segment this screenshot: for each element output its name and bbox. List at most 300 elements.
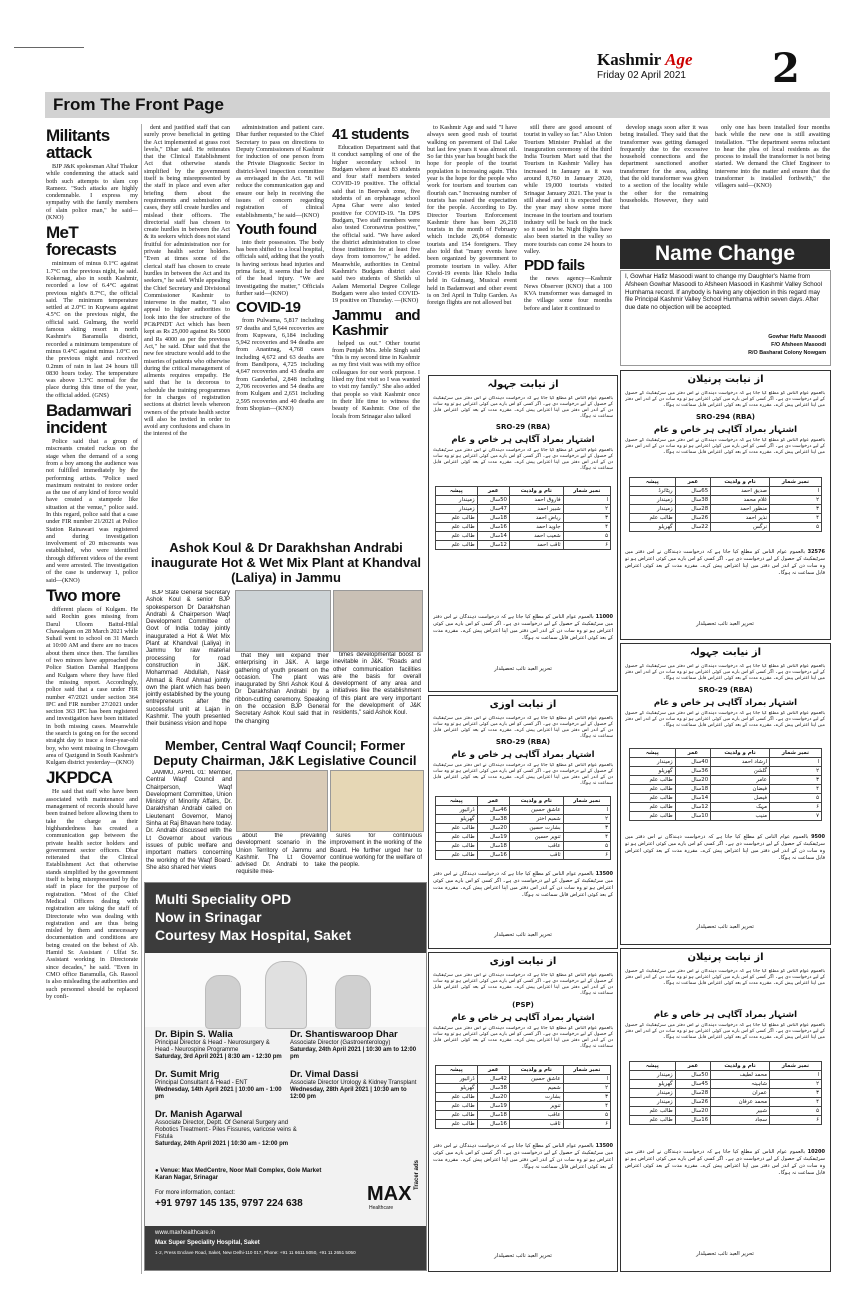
table-cell: 20سال [477, 1093, 509, 1102]
urdu-notice-4-footer: تحریر العبد نائب تحصیلدار [696, 924, 754, 930]
table-row [436, 514, 611, 523]
table-header-cell: نام و ولدیت [711, 749, 770, 758]
table-cell: شبیر [711, 1107, 770, 1116]
table-cell: ۲ [769, 1080, 821, 1089]
table-cell: 36سال [675, 767, 711, 776]
table-cell: سجاد [711, 1116, 770, 1125]
story-militants: BJP J&K spokesman Altaf Thakur while condemning the attack said both such attempts to slam cop Rameez. "Such attacks are highly condemnable. I express my sympathy with the family members of slain police man," he said—(KNO) [46, 163, 138, 222]
table-row [630, 1116, 822, 1125]
table-cell: طالب علم [436, 541, 478, 550]
story-pdd-cont: develop snags soon after it was being installed. They said that the transformer was getting damaged frequently due to the excessive household connections and the department sanctioned another transformer for the area, adding that the old transformer was given to a section of the locality while the other for the remaining households. However, they said that [620, 124, 708, 212]
waqf-photo-2 [330, 770, 424, 832]
section-band [45, 92, 830, 118]
doctor-5-name: Dr. Manish Agarwal [155, 1109, 243, 1120]
headline-students: 41 students [332, 126, 409, 143]
waqf-col-3 [330, 833, 422, 879]
column-3 [236, 124, 324, 534]
table-row [436, 1093, 611, 1102]
table-cell: 40سال [675, 758, 711, 767]
table-row [436, 1102, 611, 1111]
story-jkpdca: He said that staff who have been associated with maintenance and management of records should have been trained before allowing them to take the charge as their highhandedness has created a communication gap between the private health sector holders and government sector officers. Dhar reiterated that the Clinical Establishment Act that otherwise stands simplified by the government itself is being misrepresented by the staff in place for the purpose of registration. "Most of the Chief Medical Officers dealing with registration are taking the staff of Directorate who was dealing with registration and are thus being misled by them and unnecessary documentation and conditions are being created on the behest of Ab. Hamid Sr. Assistant / Ulfat Sr. Assistant working in Directorate since decades," he said. "Even in CMO office Baramulla, Gh. Rasool is also misleading the authorities and such personnel should be replaced by confi- [46, 788, 138, 1000]
table-cell: طالب علم [630, 785, 676, 794]
table-row [436, 1075, 611, 1084]
table-row [436, 532, 611, 541]
urdu-notice-5-footer: تحریر العبد نائب تحصیلدار [494, 1253, 552, 1259]
table-cell: زمیندار [436, 505, 478, 514]
story-youth: into their possession. The body has been shifted to a local hospital, officials said, adding that the youth is having serious head injuries and prima facie, it seems that he died of the head injury. "We are investigating the matter," Officials further said—(KNO) [236, 238, 324, 297]
table-header-cell: پیشہ [436, 487, 478, 496]
table-row [436, 842, 611, 851]
table-cell: 18سال [477, 1111, 509, 1120]
table-row [630, 1107, 822, 1116]
table-cell: 26سال [675, 514, 711, 523]
table-cell: گھریلو [630, 767, 676, 776]
section-title: From The Front Page [53, 95, 224, 114]
table-cell: طالب علم [436, 514, 478, 523]
ashok-col-2 [235, 653, 329, 731]
patient-figure-icon-2 [335, 975, 371, 1029]
doctor-5 [155, 1111, 305, 1148]
table-cell: ۴ [769, 514, 821, 523]
table-cell: زمیندار [630, 758, 676, 767]
table-cell: منیب [711, 812, 770, 821]
story-pdd-end: only one has been installed four months back while the new one is still awaiting installation. "The department seems reluctant to hear the plea of local residents as the process to install the transformer is not being started. We demand the Chief Engineer to intervene into the matter and ensure that the transformer is installed forthwith," the villagers said—(KNO) [715, 124, 830, 190]
table-cell: ۶ [563, 1120, 610, 1129]
table-header-row [436, 487, 611, 496]
urdu-notice-5-head: از نیابت اوزی [489, 956, 557, 967]
max-hospital-ad [144, 882, 427, 1271]
table-header-cell: نمبر شمار [769, 749, 821, 758]
table-cell: ۷ [769, 812, 821, 821]
doctor-1-role: Principal Director & Head - Neurosurgery & Head - Neurospine Programme [155, 1040, 270, 1053]
table-row [630, 514, 822, 523]
table-cell: عاشق حسین [509, 806, 563, 815]
table-row [630, 496, 822, 505]
urdu-notice-3-body: بالعموم عوام الناس کو مطلع کیا جاتا ہے کہ درخواست دہندگان نے اس دفتر میں سرٹیفکیٹ کے حصول کے لیے درخواست دی ہے۔ اگر کسی کو اس بارے میں کوئی اعتراض ہو تو وہ سات دن کے اندر اس دفتر میں اپنا اعتراض پیش کرے۔ مقررہ مدت کے بعد کوئی اعتراض قابل سماعت نہ ہوگا۔ [433, 716, 613, 738]
urdu-notice-1-body-2: بالعموم عوام الناس کو مطلع کیا جاتا ہے کہ درخواست دہندگان نے اس دفتر میں سرٹیفکیٹ کے حصول کے لیے درخواست دی ہے۔ اگر کسی کو اس بارے میں کوئی اعتراض ہو تو وہ سات دن کے اندر اس دفتر میں اپنا اعتراض پیش کرے۔ مقررہ مدت کے بعد کوئی اعتراض قابل سماعت نہ ہوگا۔ [433, 448, 613, 471]
table-cell: محمد لطیف [711, 1071, 770, 1080]
table-cell: ۵ [563, 842, 610, 851]
urdu-notice-6-body: بالعموم عوام الناس کو مطلع کیا جاتا ہے کہ درخواست دہندگان نے اس دفتر میں سرٹیفکیٹ کے حصول کے لیے درخواست دی ہے۔ اگر کسی کو اس بارے میں کوئی اعتراض ہو تو وہ سات دن کے اندر اس دفتر میں اپنا اعتراض پیش کرے۔ مقررہ مدت کے بعد کوئی اعتراض قابل سماعت نہ ہوگا۔ [625, 969, 825, 986]
table-row [630, 776, 822, 785]
table-cell: گھریلو [436, 1084, 478, 1093]
table-cell: شاہینہ [711, 1080, 770, 1089]
table-row [630, 812, 822, 821]
headline-militants: Militants attack [46, 126, 110, 162]
table-header-cell: پیشہ [436, 797, 478, 806]
table-header-cell: نمبر شمار [769, 478, 821, 487]
urdu-notice-5-psp: (PSP) [512, 1001, 534, 1009]
table-header-row [436, 797, 611, 806]
waqf-headline: Member, Central Waqf Council; Former Deputy Chairman, J&K Legislative Council [153, 738, 417, 768]
table-cell: طالب علم [436, 833, 478, 842]
table-row [630, 1080, 822, 1089]
table-row [630, 803, 822, 812]
urdu-notice-6-footer: تحریر العبد نائب تحصیلدار [696, 1251, 754, 1257]
table-row [436, 541, 611, 550]
table-cell: ثاقب احمد [509, 541, 563, 550]
table-cell: طالب علم [436, 851, 478, 860]
table-cell: شبیر احمد [509, 505, 563, 514]
table-cell: ۶ [769, 1116, 821, 1125]
ad-line-1: Multi Speciality OPD [155, 891, 292, 907]
table-header-cell: عمر [675, 478, 711, 487]
table-cell: ۲ [563, 815, 610, 824]
issue-date: Friday 02 April 2021 [597, 70, 686, 81]
table-cell: 10سال [675, 812, 711, 821]
table-cell: 50سال [477, 496, 509, 505]
table-cell: طالب علم [436, 842, 478, 851]
urdu-notice-6 [620, 948, 831, 1272]
table-cell: زمیندار [436, 496, 478, 505]
urdu-notice-5-amount [433, 1143, 613, 1193]
story-students: Education Department said that it conduct sampling of one of the higher secondary school in Budgam where at least 83 students and four staff members tested COVID-19 positive. The official said that in Beerwah zone, five students of an orphanage school Apna Ghar were also tested positive for COVID-19. "In DPS Budgam, Two staff members were also tested Coronavirus positive," the official said. "We have asked the district administration to close those institutions for at least five days from tomorrow," he added. Meanwhile, authorities in Central Kashmir's Budgam district also said two students of Sheikh ul Aalam Memorial Degree College Budgam were also tested COVID-19 positive on Thursday. —(KNO) [332, 144, 420, 305]
ad-footer [145, 1226, 426, 1270]
table-row [436, 1111, 611, 1120]
table-row [630, 487, 822, 496]
table-cell: گھریلو [436, 815, 478, 824]
ad-side-label: Tracer ads [414, 1159, 420, 1190]
rba-code: (RBA) [730, 686, 753, 694]
table-cell: ۳ [769, 1089, 821, 1098]
table-cell: 14سال [675, 794, 711, 803]
urdu-notice-2 [620, 370, 831, 640]
urdu-notice-5 [428, 952, 618, 1272]
headline-jkpdca: JKPDCA [46, 768, 113, 788]
urdu-notice-4-body: بالعموم عوام الناس کو مطلع کیا جاتا ہے کہ درخواست دہندگان نے اس دفتر میں سرٹیفکیٹ کے حصول کے لیے درخواست دی ہے۔ اگر کسی کو اس بارے میں کوئی اعتراض ہو تو وہ سات دن کے اندر اس دفتر میں اپنا اعتراض پیش کرے۔ مقررہ مدت کے بعد کوئی اعتراض قابل سماعت نہ ہوگا۔ [625, 664, 825, 681]
table-cell: ۲ [769, 496, 821, 505]
table-header-cell: عمر [477, 487, 509, 496]
doctor-4 [290, 1071, 420, 1101]
urdu-notice-2-body-3: بالعموم عوام الناس کو مطلع کیا جاتا ہے کہ درخواست دہندگان نے اس دفتر میں سرٹیفکیٹ کے حصول کے لیے درخواست دی ہے۔ اگر کسی کو اس بارے میں کوئی اعتراض ہو تو وہ سات دن کے اندر اس دفتر میں اپنا اعتراض پیش کرے۔ مقررہ مدت کے بعد کوئی اعتراض قابل سماعت نہ ہوگا۔ [625, 549, 825, 576]
urdu-amount-2: 32576 [807, 549, 825, 555]
table-header-cell: نمبر شمار [563, 487, 610, 496]
ad-venue [155, 1168, 325, 1182]
table-cell: 28سال [675, 505, 711, 514]
table-header-cell: نمبر شمار [563, 797, 610, 806]
doctor-figure-icon [265, 961, 307, 1029]
column-4 [332, 124, 420, 534]
table-cell: منظور احمد [711, 505, 770, 514]
table-cell: طالب علم [436, 1093, 478, 1102]
table-cell: طالب علم [436, 1120, 478, 1129]
table-cell: جاوید احمد [509, 523, 563, 532]
table-header-cell: عمر [477, 797, 509, 806]
table-row [436, 1084, 611, 1093]
doctor-2-date: Saturday, 24th April 2021 | 10:30 am to 12:00 pm [290, 1047, 417, 1060]
table-row [630, 1089, 822, 1098]
rba-code: (RBA) [732, 413, 755, 421]
table-cell: ۵ [769, 794, 821, 803]
headline-youth: Youth found [236, 220, 317, 238]
urdu-table-2 [629, 477, 822, 532]
table-row [630, 767, 822, 776]
table-cell: ۴ [563, 523, 610, 532]
table-cell: طالب علم [630, 812, 676, 821]
sro-code: SRO-29 [495, 738, 526, 746]
urdu-notice-2-body-2: بالعموم عوام الناس کو مطلع کیا جاتا ہے کہ درخواست دہندگان نے اس دفتر میں سرٹیفکیٹ کے حصول کے لیے درخواست دی ہے۔ اگر کسی کو اس بارے میں کوئی اعتراض ہو تو وہ سات دن کے اندر اس دفتر میں اپنا اعتراض پیش کرے۔ مقررہ مدت کے بعد کوئی اعتراض قابل سماعت نہ ہوگا۔ [625, 438, 825, 455]
table-cell: ا [769, 1071, 821, 1080]
urdu-notice-1-body: بالعموم عوام الناس کو مطلع کیا جاتا ہے کہ درخواست دہندگان نے اس دفتر میں سرٹیفکیٹ کے حصول کے لیے درخواست دی ہے۔ اگر کسی کو اس بارے میں کوئی اعتراض ہو تو وہ سات دن کے اندر اس دفتر میں اپنا اعتراض پیش کرے۔ مقررہ مدت کے بعد کوئی اعتراض قابل سماعت نہ ہوگا۔ [433, 396, 613, 419]
urdu-notice-3-body-3: بالعموم عوام الناس کو مطلع کیا جاتا ہے کہ درخواست دہندگان نے اس دفتر میں سرٹیفکیٹ کے حصول کے لیے درخواست دی ہے۔ اگر کسی کو اس بارے میں کوئی اعتراض ہو تو وہ سات دن کے اندر اس دفتر میں اپنا اعتراض پیش کرے۔ مقررہ مدت کے بعد کوئی اعتراض قابل سماعت نہ ہوگا۔ [433, 871, 613, 898]
patient-figure-icon [205, 975, 241, 1029]
name-change-sig-3: R/O Basharat Colony Nowgam [748, 350, 826, 356]
masthead-logo [597, 50, 693, 70]
table-row [630, 785, 822, 794]
table-cell: ۴ [769, 785, 821, 794]
ad-venue-text: Venue: Max MedCentre, Noor Mall Complex, Gole Market Karan Nagar, Srinagar [155, 1168, 322, 1181]
story-jammu: helped us out." Other tourist from Punjab Mrs. Jeble Singh said "this is my second time in Kashmir as my first visit was with my office colleagues for our work purpose. I liked my first visit so I was wanted to visit my family." She also added that people so visit Kashmir once in their life time to witness the beauty of Kashmir. One of the locals from Srinagar also talked [332, 339, 420, 420]
urdu-notice-5-body-2: بالعموم عوام الناس کو مطلع کیا جاتا ہے کہ درخواست دہندگان نے اس دفتر میں سرٹیفکیٹ کے حصول کے لیے درخواست دی ہے۔ اگر کسی کو اس بارے میں کوئی اعتراض ہو تو وہ سات دن کے اندر اس دفتر میں اپنا اعتراض پیش کرے۔ مقررہ مدت کے بعد کوئی اعتراض قابل سماعت نہ ہوگا۔ [433, 1026, 613, 1049]
rba-code: (RBA) [527, 423, 551, 431]
table-cell: زمیندار [630, 1098, 676, 1107]
column-7 [620, 124, 708, 236]
table-cell: ۵ [563, 532, 610, 541]
urdu-amount-6: 10200 [807, 1149, 825, 1155]
table-header-cell: عمر [477, 1066, 509, 1075]
headline-jammu: Jammu and Kashmir [332, 306, 420, 339]
story-badamwari: Police said that a group of miscreants created ruckus on the stage when the demand of a song from a boy among the audience was not fulfilled immediately by the performing artists. "Police used maximum restraint to restore order as the use of any kind of force would have created a stampede like situation at the venue," police said. In this regard, police said that a case under FIR number 21/2021 at Police Station Rainawari was registered and during investigation involvement of 20 miscreants was established, who were identified through different videos of the event and were arrested. The investigation of the case is underway 1, police said—(KNO) [46, 438, 138, 584]
urdu-notice-6-head: از نیابت پرنیلان [687, 952, 764, 963]
table-header-cell: نام و ولدیت [711, 1062, 770, 1071]
table-cell: زمیندار [630, 1089, 676, 1098]
doctor-4-date: Wednesday, 28th April 2021 | 10:30 am to 12:00 pm [290, 1087, 407, 1100]
table-row [436, 496, 611, 505]
ashok-text-3: times developmental boost is inevitable in J&K. "Roads and other communication facilities are the basis for overall development of any area and initiatives like the establishment of this plant are very important for the development of J&K residents," said Ashok Koul. [333, 652, 421, 717]
table-cell: مہک [711, 803, 770, 812]
urdu-notice-3-body-2: بالعموم عوام الناس کو مطلع کیا جاتا ہے کہ درخواست دہندگان نے اس دفتر میں سرٹیفکیٹ کے حصول کے لیے درخواست دی ہے۔ اگر کسی کو اس بارے میں کوئی اعتراض ہو تو وہ سات دن کے اندر اس دفتر میں اپنا اعتراض پیش کرے۔ مقررہ مدت کے بعد کوئی اعتراض قابل سماعت نہ ہوگا۔ [433, 763, 613, 786]
table-cell: ۵ [563, 1111, 610, 1120]
table-cell: فیصل [711, 794, 770, 803]
urdu-notice-1-sro [439, 423, 607, 431]
ashok-text-1: BJP State General Secretary Ashok Koul & senior BJP spokesperson Dr Darakhshan Andrabi & Chairperson Waqf Development Committee of Govt of India today jointly inaugurated a Hot & Wet Mix Plant at Khandval (Laliya) in Jammu for raw material processing for road construction in J&K. Mohammad Abdullah, Nasir Ahmad & Rouf Ahmad jointly own the plant which has been jointly established by the young entrepreneurs after the successful unit at Lajan in Kashmir. The youth presented their business vision and hope [146, 590, 230, 728]
ashok-text-2: that they will expand their enterprising in J&K. A large gathering of youth present on the occasion. The plant was inaugurated by Shri Ashok Koul & Dr Darakhshan Andrabi by a ribbon-cutting ceremony. Speaking on the occasion BJP General Secretary Ashok Koul said that in the changing [235, 653, 329, 725]
urdu-notice-6-body-2: بالعموم عوام الناس کو مطلع کیا جاتا ہے کہ درخواست دہندگان نے اس دفتر میں سرٹیفکیٹ کے حصول کے لیے درخواست دی ہے۔ اگر کسی کو اس بارے میں کوئی اعتراض ہو تو وہ سات دن کے اندر اس دفتر میں اپنا اعتراض پیش کرے۔ مقررہ مدت کے بعد کوئی اعتراض قابل سماعت نہ ہوگا۔ [625, 1023, 825, 1040]
table-cell: 26سال [675, 1098, 711, 1107]
name-change-sig-2: F/O Afsheen Masoodi [771, 342, 826, 348]
table-row [436, 806, 611, 815]
urdu-notice-2-bar: اشتہار بمراد آگاہی ہر خاص و عام [653, 425, 798, 435]
masthead-age: Age [665, 50, 693, 69]
table-cell: 12سال [675, 803, 711, 812]
table-cell: تنویر [509, 1102, 563, 1111]
story-covid: from Pulwama, 5,817 including 97 deaths and 5,644 recoveries are from Kupwara, 6,184 including 5,942 recoveries and 94 deaths are from Anantnag, 4,768 cases including 4,672 and 63 deaths are from Bandipora, 4,725 including 4,647 recoveries and 43 deaths are from Ganderbal, 2,848 including 2,706 recoveries and 54 deaths are from Kulgam and 2,651 including 2,595 recoveries and 40 deaths are from Shopian—(KNO) [236, 317, 324, 412]
table-cell: 14سال [477, 532, 509, 541]
table-cell: طالب علم [436, 824, 478, 833]
urdu-notice-2-amount [625, 549, 825, 605]
table-row [436, 815, 611, 824]
urdu-notice-6-body-3: بالعموم عوام الناس کو مطلع کیا جاتا ہے کہ درخواست دہندگان نے اس دفتر میں سرٹیفکیٹ کے حصول کے لیے درخواست دی ہے۔ اگر کسی کو اس بارے میں کوئی اعتراض ہو تو وہ سات دن کے اندر اس دفتر میں اپنا اعتراض پیش کرے۔ مقررہ مدت کے بعد کوئی اعتراض قابل سماعت نہ ہوگا۔ [625, 1149, 825, 1176]
urdu-notice-3-head: از نیابت اوزی [489, 699, 557, 710]
table-cell: ۳ [769, 505, 821, 514]
name-change-body: I, Gowhar Hafiz Masoodi want to change my Daughter's Name from Afsheen Gowhar Masoodi to Afsheen Masoodi in Kashmir Valley School Humhama record. If anybody is having any objection in this regard may file Principal Kashmir Valley School Humhama within seven days. After due date no objection will be accepted. [625, 273, 822, 312]
urdu-table-4 [629, 748, 822, 821]
name-change-title: Name Change [620, 239, 830, 269]
waqf-col-2 [236, 833, 326, 879]
column-8 [715, 124, 830, 236]
waqf-text-3: sures for continuous improvement in the working of the Board. He further urged her to continue working for the welfare of the people. [330, 833, 422, 869]
table-cell: ۳ [563, 824, 610, 833]
table-cell: ثاقب [509, 851, 563, 860]
table-cell: ۶ [563, 541, 610, 550]
urdu-notice-2-head: از نیابت پرنیلان [687, 374, 764, 385]
name-change-box [620, 270, 831, 366]
doctor-5-date: Saturday, 24th April 2021 | 10:30 am - 12:00 pm [155, 1141, 289, 1147]
table-cell: ۵ [769, 1107, 821, 1116]
table-cell: شمیم اختر [509, 815, 563, 824]
table-cell: زمیندار [630, 505, 676, 514]
headline-badamwari: Badamwari incident [46, 401, 132, 438]
table-cell: 20سال [675, 1107, 711, 1116]
urdu-notice-2-footer: تحریر العبد نائب تحصیلدار [696, 621, 754, 627]
urdu-notice-4-body-2: بالعموم عوام الناس کو مطلع کیا جاتا ہے کہ درخواست دہندگان نے اس دفتر میں سرٹیفکیٹ کے حصول کے لیے درخواست دی ہے۔ اگر کسی کو اس بارے میں کوئی اعتراض ہو تو وہ سات دن کے اندر اس دفتر میں اپنا اعتراض پیش کرے۔ مقررہ مدت کے بعد کوئی اعتراض قابل سماعت نہ ہوگا۔ [625, 711, 825, 728]
table-cell: طالب علم [436, 532, 478, 541]
urdu-notice-2-sro [631, 413, 820, 421]
urdu-amount-5: 13500 [595, 1143, 613, 1149]
table-header-cell: نمبر شمار [769, 1062, 821, 1071]
table-header-cell: پیشہ [630, 478, 676, 487]
table-cell: 18سال [477, 842, 509, 851]
urdu-notice-6-amount [625, 1149, 825, 1205]
urdu-notice-3-sro [439, 738, 607, 746]
table-cell: صدیق احمد [711, 487, 770, 496]
urdu-notice-6-bar: اشتہار بمراد آگاہی ہر خاص و عام [653, 1010, 798, 1020]
table-header-row [630, 749, 822, 758]
urdu-table-1 [435, 486, 611, 550]
table-cell: 16سال [477, 523, 509, 532]
table-cell: 28سال [675, 1089, 711, 1098]
table-cell: ا [769, 487, 821, 496]
table-header-cell: پیشہ [630, 749, 676, 758]
table-cell: ا [563, 806, 610, 815]
headline-met: MeT forecasts [46, 223, 117, 260]
table-cell: 42سال [477, 1075, 509, 1084]
table-cell: تنویر حسین [509, 833, 563, 842]
urdu-notice-1-head: از نیابت جہولہ [487, 379, 559, 390]
waqf-photo-1 [236, 770, 328, 832]
waqf-text-2: about the prevailing development scenario in the Union Territory of Jammu and Kashmir. The Lt Governor advised Dr. Andrabi to take requisite mea- [236, 833, 326, 876]
urdu-notice-4-head: از نیابت جہولہ [689, 647, 762, 658]
table-cell: ۳ [769, 776, 821, 785]
column-6 [524, 124, 612, 374]
ashok-photo-2 [333, 590, 423, 652]
table-cell: ۲ [563, 1084, 610, 1093]
table-cell: شمیم [509, 1084, 563, 1093]
table-cell: فاروق احمد [509, 496, 563, 505]
name-change-sig-1: Gowhar Hafiz Masoodi [768, 334, 826, 340]
doctor-2-role: Associate Director (Gastroenterology) [290, 1040, 391, 1046]
column-divider [141, 124, 142, 1274]
table-cell: غلام محمد [711, 496, 770, 505]
urdu-notice-1-footer: تحریر العبد نائب تحصیلدار [494, 666, 552, 672]
table-cell: طالب علم [630, 1116, 676, 1125]
doctor-3-date: Wednesday, 14th April 2021 | 10:00 am - 1:00 pm [155, 1087, 282, 1100]
table-cell: طالب علم [436, 1102, 478, 1111]
table-row [630, 1098, 822, 1107]
header-rule [14, 47, 84, 48]
ad-banner [145, 883, 426, 953]
table-cell: ا [563, 496, 610, 505]
table-cell: ۴ [563, 1102, 610, 1111]
table-cell: 16سال [675, 1116, 711, 1125]
table-header-cell: نام و ولدیت [509, 1066, 563, 1075]
table-cell: ۳ [563, 514, 610, 523]
table-cell: 45سال [675, 1080, 711, 1089]
urdu-notice-5-bar: اشتہار بمراد آگاہی ہر خاص و عام [451, 1013, 595, 1023]
table-cell: طالب علم [436, 523, 478, 532]
urdu-amount-4: 9500 [811, 834, 825, 840]
urdu-notice-3-bar: اشتہار بمراد آگاہی ہر خاص و عام [451, 750, 595, 760]
urdu-notice-4-bar: اشتہار بمراد آگاہی ہر خاص و عام [653, 698, 798, 708]
table-cell: 38سال [477, 815, 509, 824]
urdu-notice-1-amount [433, 614, 613, 652]
table-cell: عمران [711, 1089, 770, 1098]
table-header-cell: نمبر شمار [563, 1066, 610, 1075]
urdu-notice-1-bar: اشتہار بمراد آگاہی ہر خاص و عام [451, 435, 595, 445]
table-cell: فیضان [711, 785, 770, 794]
story-jkpdca-cont: dent and justified staff that can surely prove beneficial in getting the Act implemented at grass root levels," Dhar said. He reiterates that the Clinical Establishment Act that otherwise stands simplified by the government itself is being misrepresented by the staff in place and even after briefing them about the requirements and submission of cases, they still create hurdles and mislead their officers. The directorial staff has chosen to create hurdles in between the Act & its seekers which does not stand fruitful for administration nor for private health sector holders. "Even at times some of the clerical staff has chosen to create hurdles in between the Act and its seekers," he said. While appealing the Chief Secretary and Divisional Commissioner Kashmir to intervene in the matter, "I also appeal to higher authorities to look into the fee structure of the PC&PNDT Act which has been kept as Rs 25,000 against Rs 5000 and Rs 4000 as per the previous Act," he said. Dhar said that the new fee structure would add to the miseries of patients who otherwise during the critical management of ailments requires empathy. He said that he is decorous to schedule the training programmes for in charges of registration sections at district levels whereon owners of the private health sector will also be invited in order to avoid any confusions and chaos in the interest of the [144, 124, 230, 438]
column-2 [144, 124, 230, 534]
story-met: minimum of minus 0.1°C against 1.7°C on the previous night, he said. Kokernag, also in south Kashmir, recorded a low of 6.4°C against previous night's 8.7°C, the official said. The minimum temperature settled at 2.0°C in Kupwara against 4.5°C on the previous night, the official said. Gulmarg, the world famous skiing resort in north Kashmir's Baramulla district, recorded a minimum temperature of minus 0.4°C against minus 1.0°C on the previous night and received 0.2mm of rain in last 24 hours till 0830 hours today. The temperature was above 1.3°C normal for the place during this time of the year, the official added. (GNS) [46, 260, 138, 399]
table-cell: طالب علم [630, 776, 676, 785]
ad-info: For more information, contact: [155, 1190, 236, 1196]
sro-code: SRO-29 [495, 423, 526, 431]
table-row [436, 851, 611, 860]
table-cell: طالب علم [630, 514, 676, 523]
ashok-headline: Ashok Koul & Dr Darakhshan Andrabi inaugurate Hot & Wet Mix Plant at Khandval (Laliya) in Jammu [151, 540, 421, 585]
ashok-photo [235, 590, 331, 652]
story-two-more: different places of Kulgam. He said Rochin goes missing from Darul Uloom Baitul-Hilal Chawalgam on 28 March 2021 while Suhail went to school on 31 March at 10:00 AM and there are no traces about them since then. The families of two minors have approached the Police Station Damhal Hanjipora and Kulgam where they have filed the missing report. Accordingly, police said that a case under FIR number 47/2021 under section 364 IPC and FIR number 27/2021 under section 363 IPC has been registered and investigation have been initiated in both missing cases. Meanwhile the search is going on for the second straight day to trace a four-year-old boy, who went missing in Chowgam area of Qazigund in South Kashmir's Kulgam district yesterday—(KNO) [46, 605, 138, 767]
table-header-cell: عمر [675, 1062, 711, 1071]
doctor-1-date: Saturday, 3rd April 2021 | 8:30 am - 12:30 pm [155, 1054, 282, 1060]
table-cell: 19سال [477, 833, 509, 842]
column-5 [427, 124, 517, 374]
table-row [436, 1120, 611, 1129]
table-header-cell: نام و ولدیت [509, 797, 563, 806]
urdu-notice-4-amount [625, 834, 825, 904]
table-cell: 46سال [477, 806, 509, 815]
table-cell: ریاض احمد [509, 514, 563, 523]
waqf-text-1: JAMMU, APRIL 01: Member, Central Waqf Council and Chairperson, Waqf Development Committee, Union Ministry of Minority Affairs, Dr. Darakhshan Andrabi called on Lieutenant Governor, Manoj Sinha at Raj Bhavan here today. Dr. Andrabi discussed with the Lt Governor about various issues of public welfare and important matters concerning the working of the Waqf Board. She also shared her views [146, 770, 232, 871]
table-cell: ۲ [769, 767, 821, 776]
table-cell: گھریلو [630, 523, 676, 532]
table-cell: ۴ [563, 833, 610, 842]
table-cell: 12سال [477, 541, 509, 550]
table-cell: نذیر احمد [711, 514, 770, 523]
urdu-notice-3-amount [433, 871, 613, 911]
sro-code: SRO-29 [698, 686, 728, 694]
table-cell: 16سال [477, 851, 509, 860]
ashok-col-3 [333, 652, 421, 732]
doctor-2-name: Dr. Shantiswaroop Dhar [290, 1029, 398, 1040]
table-cell: ۴ [769, 1098, 821, 1107]
urdu-notice-4-sro [631, 686, 820, 694]
table-cell: طالب علم [630, 803, 676, 812]
table-cell: عامر [711, 776, 770, 785]
table-header-row [630, 478, 822, 487]
rba-code: (RBA) [527, 738, 551, 746]
doctor-3 [155, 1071, 283, 1101]
urdu-notice-5-body: بالعموم عوام الناس کو مطلع کیا جاتا ہے کہ درخواست دہندگان نے اس دفتر میں سرٹیفکیٹ کے حصول کے لیے درخواست دی ہے۔ اگر کسی کو اس بارے میں کوئی اعتراض ہو تو وہ سات دن کے اندر اس دفتر میں اپنا اعتراض پیش کرے۔ مقررہ مدت کے بعد کوئی اعتراض قابل سماعت نہ ہوگا۔ [433, 973, 613, 996]
table-header-cell: پیشہ [630, 1062, 676, 1071]
masthead-name: Kashmir [597, 50, 666, 69]
urdu-notice-3-footer: تحریر العبد نائب تحصیلدار [494, 932, 552, 938]
table-row [630, 758, 822, 767]
table-cell: گھریلو [630, 1080, 676, 1089]
table-cell: 22سال [675, 523, 711, 532]
ad-logo-sub: Healthcare [369, 1205, 394, 1211]
table-cell: 38سال [477, 1084, 509, 1093]
